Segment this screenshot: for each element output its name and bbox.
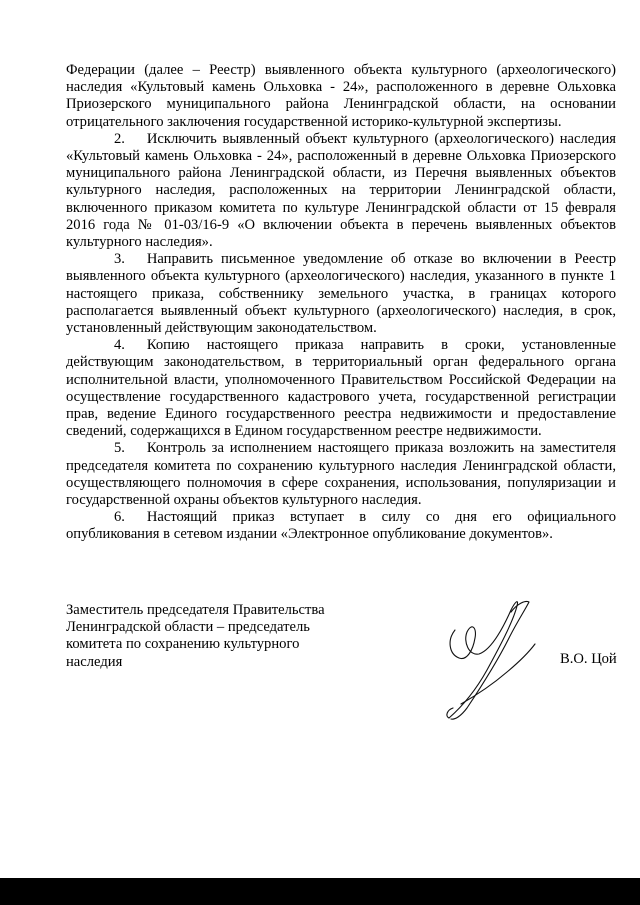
signatory-position-line: Ленинградской области – председатель (66, 619, 310, 636)
signatory-position-line: Заместитель председателя Правительства (66, 602, 325, 618)
paragraph-continuation: Федерации (далее – Реестр) выявленного объекта культурного (археологического) наследия «Культовый камень Ольховка - 24», расположенного в деревне Ольховка Приозерского муниципального района Ленинградской области, на основании отрицательного заключения государственной историко-культурной экспертизы. (66, 62, 616, 130)
paragraph-item-6: 6. Настоящий приказ вступает в силу со дня его официального опубликования в сетевом издании «Электронное опубликование документов». (66, 509, 616, 543)
signatory-name: В.О. Цой (560, 651, 617, 667)
signatory-position-line: комитета по сохранению культурного (66, 636, 300, 653)
paragraph-item-2: 2. Исключить выявленный объект культурного (археологического) наследия «Культовый камень Ольховка - 24», расположенный в деревне Ольховка Приозерского муниципального района Ленинградской области, из Перечня выявленных объектов культурного наследия, расположенных на территории Ленинградской области, включенного приказом комитета по культуре Ленинградской области от 15 февраля 2016 года № 01-03/16-9 «О включении объекта в перечень выявленных объектов культурного наследия». (66, 130, 616, 251)
paragraph-item-4: 4. Копию настоящего приказа направить в сроки, установленные действующим законодательством, в территориальный орган федерального органа исполнительной власти, уполномоченного Правительством Российской Федерации на осуществление государственного кадастрового учета, государственной регистрации прав, ведение Единого государственного реестра недвижимости и предоставление сведений, содержащихся в Едином государственном реестре недвижимости. (66, 337, 616, 440)
document-body (66, 62, 616, 544)
paragraph-item-3: 3. Направить письменное уведомление об отказе во включении в Реестр выявленного объекта культурного (археологического) наследия, указанного в пункте 1 настоящего приказа, собственнику земельного участка, в границах которого располагается выявленный объект культурного (археологического) наследия, в срок, установленный действующим законодательством. (66, 251, 616, 337)
signatory-position (66, 602, 366, 671)
scan-border (0, 878, 640, 905)
paragraph-item-5: 5. Контроль за исполнением настоящего приказа возложить на заместителя председателя комитета по сохранению культурного наследия Ленинградской области, осуществляющего полномочия в сфере сохранения, использования, популяризации и государственной охраны объектов культурного наследия. (66, 440, 616, 509)
signatory-position-line: наследия (66, 653, 123, 670)
handwritten-signature (425, 592, 555, 722)
